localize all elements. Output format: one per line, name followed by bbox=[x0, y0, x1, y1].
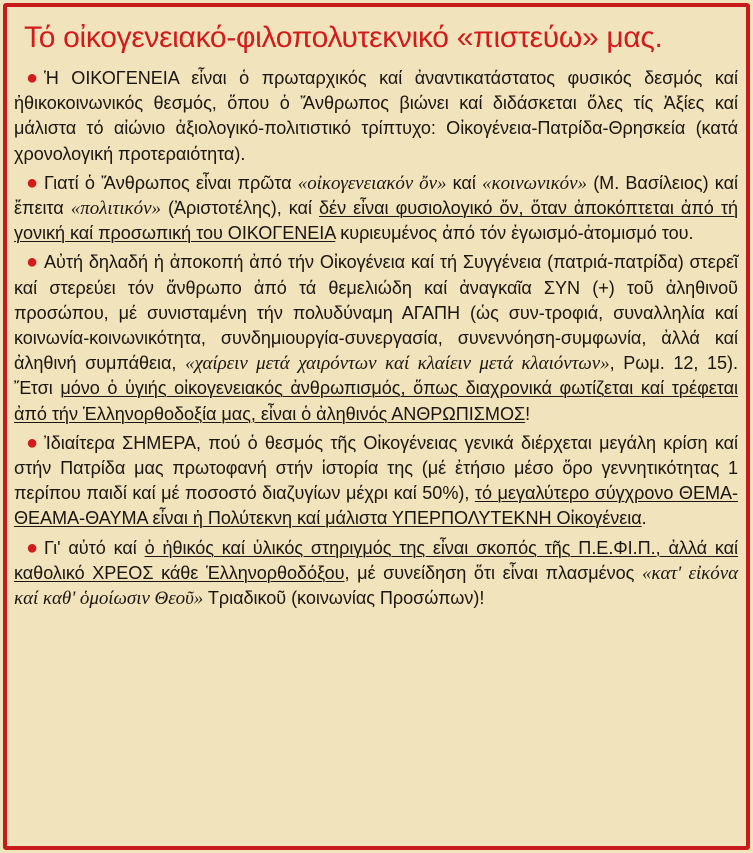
paragraph-2-text: Γιατί ὁ Ἄνθρωπος εἶναι πρῶτα «οἰκογενειακόν ὄν» καί «κοινωνικόν» (Μ. Βασίλειος) καί ἔπειτα «πολιτικόν» (Ἀριστοτέλης), καί δέν εἶναι φυσιολογικό ὄν, ὅταν ἀποκόπτεται ἀπό τή γονική καί προσωπική του ΟΙΚΟΓΕΝΕΙΑ κυριευμένος ἀπό τόν ἐγωισμό-ἀτομισμό του. bbox=[14, 172, 738, 244]
bullet-icon: ● bbox=[26, 431, 39, 454]
paragraph-5 bbox=[14, 536, 738, 612]
document-title: Τό οἰκογενειακό-φιλοπολυτεκνικό «πιστεύω» μας. bbox=[24, 21, 663, 54]
paragraph-1 bbox=[14, 66, 738, 167]
paragraph-5-text: Γι' αὐτό καί ὁ ἠθικός καί ὑλικός στηριγμός της εἶναι σκοπός τῆς Π.Ε.ΦΙ.Π., ἀλλά καί καθολικό ΧΡΕΟΣ κάθε Ἑλληνορθοδόξου, μέ συνείδηση ὅτι εἶναι πλασμένος «κατ' εἰκόνα καί καθ' ὁμοίωσιν Θεοῦ» Τριαδικοῦ (κοινωνίας Προσώπων)! bbox=[14, 537, 739, 610]
paragraph-1-text: Ἡ ΟΙΚΟΓΕΝΕΙΑ εἶναι ὁ πρωταρχικός καί ἀναντικατάστατος φυσικός δεσμός καί ἠθικοκοινωνικός θεσμός, ὅπου ὁ Ἄνθρωπος βιώνει καί διδάσκεται ὅλες τίς Ἀξίες καί μάλιστα τό αἰώνιο ἀξιολογικό-πολιτιστικό τρίπτυχο: Οἰκογένεια-Πατρίδα-Θρησκεία (κατά χρονολογική προτεραιότητα). bbox=[14, 68, 738, 164]
paragraph-2 bbox=[14, 171, 738, 247]
paragraph-4-text: Ἰδιαίτερα ΣΗΜΕΡΑ, πού ὁ θεσμός τῆς Οἰκογένειας γενικά διέρχεται μεγάλη κρίση καί στήν Πατρίδα μας πρωτοφανή στήν ἱστορία της (μέ ἐτήσιο μέσο ὅρο γεννητικότητας 1 περίπου παιδί καί μέ ποσοστό διαζυγίων μέχρι καί 50%), τό μεγαλύτερο σύγχρονο ΘΕΜΑ-ΘΕΑΜΑ-ΘΑΥΜΑ εἶναι ἡ Πολύτεκνη καί μάλιστα ΥΠΕΡΠΟΛΥΤΕΚΝΗ Οἰκογένεια. bbox=[14, 432, 738, 529]
document-content bbox=[14, 8, 738, 848]
paragraph-4 bbox=[14, 431, 738, 532]
paragraph-3-text: Αὐτή δηλαδή ἡ ἀποκοπή ἀπό τήν Οἰκογένεια καί τή Συγγένεια (πατριά-πατρίδα) στερεῖ καί στερεύει τόν ἄνθρωπο ἀπό τά θεμελιώδη καί ἀναγκαῖα ΣΥΝ (+) τοῦ ἀληθινοῦ προσώπου, μέ συνισταμένη τήν πολυδύναμη ΑΓΑΠΗ (ὡς συν-τροφιά, συναλληλία καί κοινωνία-κοινωνικότητα, συνδημιουργία-συνεργασία, συνεννόηση-συμφωνία, ἀλλά καί ἀληθινή συμπάθεια, «χαίρειν μετά χαιρόντων καί κλαίειν μετά κλαιόντων», Ρωμ. 12, 15). Ἔτσι μόνο ὁ ὑγιής οἰκογενειακός ἀνθρωπισμός, ὅπως διαχρονικά φωτίζεται καί τρέφεται ἀπό τήν Ἑλληνορθοδοξία μας, εἶναι ὁ ἀληθινός ΑΝΘΡΩΠΙΣΜΟΣ! bbox=[14, 252, 739, 424]
bullet-icon: ● bbox=[26, 67, 39, 89]
bullet-icon: ● bbox=[26, 536, 39, 559]
paragraph-3 bbox=[14, 250, 738, 426]
bullet-icon: ● bbox=[26, 171, 39, 194]
bullet-icon: ● bbox=[26, 251, 39, 274]
